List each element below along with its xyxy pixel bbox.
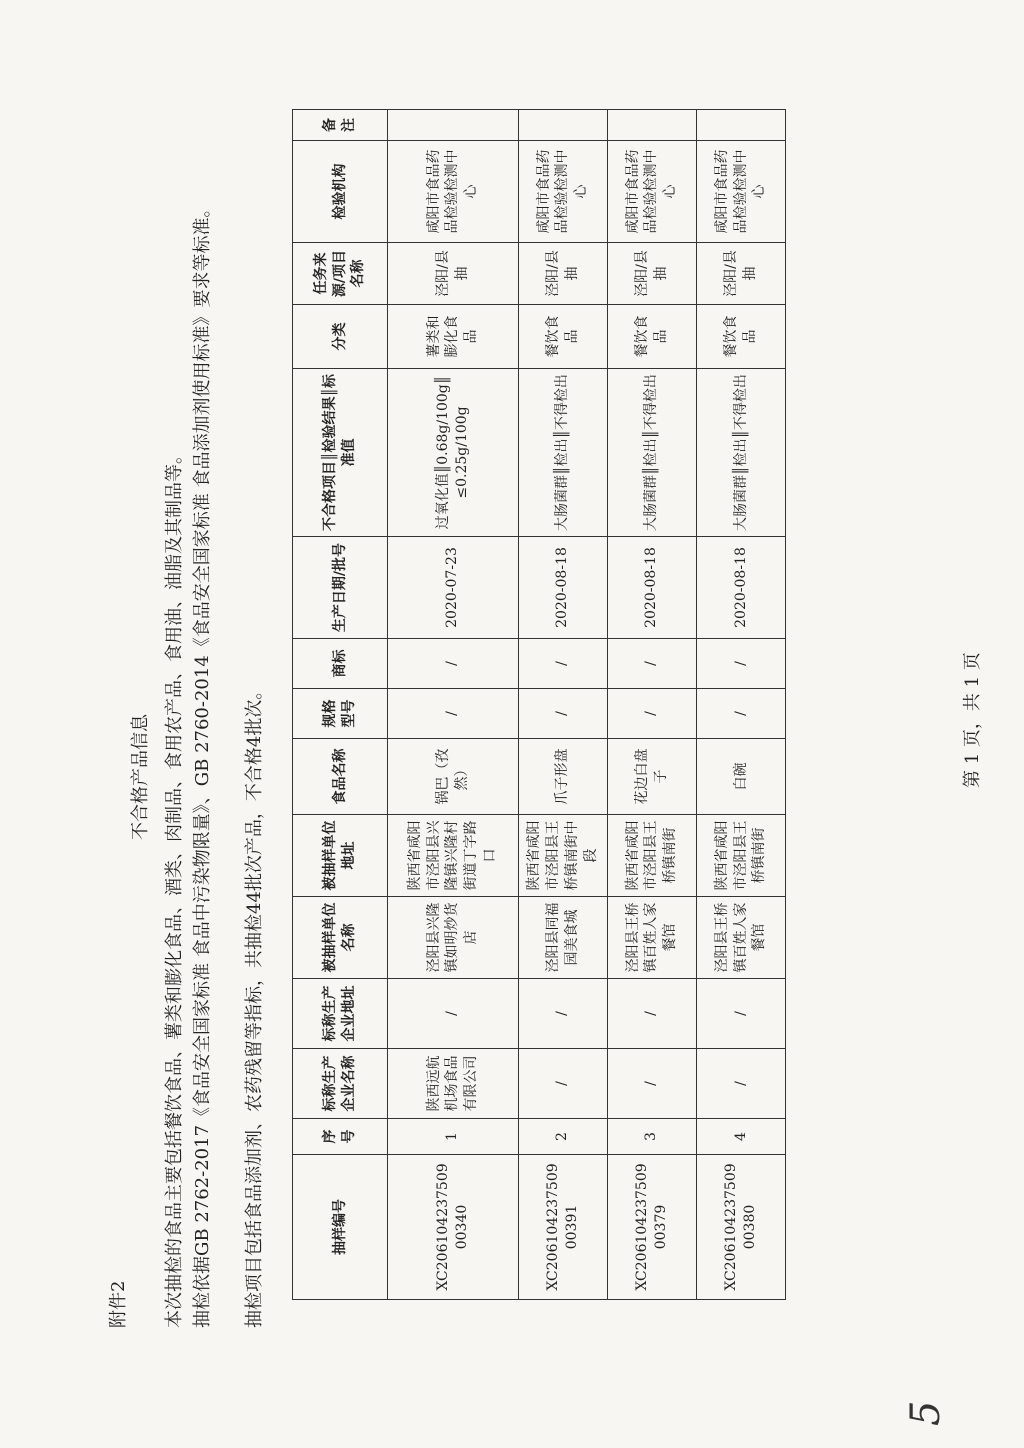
cell-item-result-std: 大肠菌群║检出║不得检出	[607, 369, 696, 537]
cell-seq: 3	[607, 1119, 696, 1155]
cell-food-name: 白碗	[696, 739, 785, 815]
cell-sampled-unit: 泾阳县同福园美食城	[518, 897, 607, 979]
attachment-label: 附件2	[108, 1280, 129, 1328]
cell-prod-date: 2020-08-18	[607, 537, 696, 639]
table-row	[388, 110, 519, 1300]
cell-prod-date: 2020-08-18	[696, 537, 785, 639]
intro-line-2: 抽检依据GB 2762-2017《食品安全国家标准 食品中污染物限量》、GB 2760-2014《食品安全国家标准 食品添加剂使用标准》要求等标准。	[192, 199, 213, 1328]
cell-task-source: 泾阳/县抽	[696, 243, 785, 305]
header-brand: 商标	[293, 639, 388, 689]
cell-spec: /	[696, 689, 785, 739]
cell-item-result-std: 过氧化值║0.68g/100g║≤0.25g/100g	[388, 369, 519, 537]
cell-brand: /	[388, 639, 519, 689]
cell-producer-addr: /	[696, 979, 785, 1049]
cell-sampled-addr: 陕西省咸阳市泾阳县王桥镇南街中段	[518, 815, 607, 897]
table-row	[518, 110, 607, 1300]
cell-lab: 咸阳市食品药品检验检测中心	[388, 141, 519, 243]
cell-sampled-unit: 泾阳县王桥镇百姓人家餐馆	[696, 897, 785, 979]
cell-remark	[388, 110, 519, 141]
cell-sample-no: XC20610423750900380	[696, 1155, 785, 1300]
cell-producer-name: /	[518, 1049, 607, 1119]
cell-sample-no: XC20610423750900379	[607, 1155, 696, 1300]
cell-spec: /	[388, 689, 519, 739]
header-lab: 检验机构	[293, 141, 388, 243]
cell-lab: 咸阳市食品药品检验检测中心	[607, 141, 696, 243]
header-producer-addr: 标称生产企业地址	[293, 979, 388, 1049]
header-producer-name: 标称生产企业名称	[293, 1049, 388, 1119]
cell-prod-date: 2020-08-18	[518, 537, 607, 639]
cell-seq: 4	[696, 1119, 785, 1155]
cell-task-source: 泾阳/县抽	[388, 243, 519, 305]
unqualified-products-table	[292, 109, 786, 1300]
table-row	[607, 110, 696, 1300]
cell-lab: 咸阳市食品药品检验检测中心	[696, 141, 785, 243]
cell-producer-addr: /	[518, 979, 607, 1049]
cell-sampled-addr: 陕西省咸阳市泾阳县王桥镇南街	[607, 815, 696, 897]
header-prod-date: 生产日期/批号	[293, 537, 388, 639]
header-sampled-unit: 被抽样单位名称	[293, 897, 388, 979]
cell-item-result-std: 大肠菌群║检出║不得检出	[696, 369, 785, 537]
cell-seq: 1	[388, 1119, 519, 1155]
cell-category: 餐饮食品	[696, 305, 785, 369]
cell-remark	[607, 110, 696, 141]
cell-brand: /	[607, 639, 696, 689]
cell-producer-addr: /	[388, 979, 519, 1049]
cell-food-name: 花边白盘子	[607, 739, 696, 815]
cell-spec: /	[518, 689, 607, 739]
cell-sampled-unit: 泾阳县兴隆镇如明炒货店	[388, 897, 519, 979]
header-seq: 序号	[293, 1119, 388, 1155]
header-food-name: 食品名称	[293, 739, 388, 815]
page-footer: 第 1 页，共 1 页	[962, 652, 983, 788]
cell-sampled-unit: 泾阳县王桥镇百姓人家餐馆	[607, 897, 696, 979]
cell-sample-no: XC20610423750900340	[388, 1155, 519, 1300]
cell-food-name: 爪子形盘	[518, 739, 607, 815]
page-title: 不合格产品信息	[130, 714, 151, 840]
cell-sampled-addr: 陕西省咸阳市泾阳县兴隆镇兴隆村街道丁字路口	[388, 815, 519, 897]
cell-brand: /	[518, 639, 607, 689]
cell-producer-name: 陕西远航机场食品有限公司	[388, 1049, 519, 1119]
handwritten-page-mark: 5	[903, 1400, 949, 1426]
cell-sample-no: XC20610423750900391	[518, 1155, 607, 1300]
header-sample-no: 抽样编号	[293, 1155, 388, 1300]
cell-remark	[696, 110, 785, 141]
table-header-row	[293, 110, 388, 1300]
cell-producer-name: /	[696, 1049, 785, 1119]
cell-task-source: 泾阳/县抽	[518, 243, 607, 305]
cell-category: 薯类和膨化食品	[388, 305, 519, 369]
cell-producer-name: /	[607, 1049, 696, 1119]
cell-brand: /	[696, 639, 785, 689]
scope-line: 抽检项目包括食品添加剂、农药残留等指标，共抽检44批次产品，不合格4批次。	[244, 681, 265, 1328]
header-remark: 备注	[293, 110, 388, 141]
cell-remark	[518, 110, 607, 141]
cell-item-result-std: 大肠菌群║检出║不得检出	[518, 369, 607, 537]
cell-lab: 咸阳市食品药品检验检测中心	[518, 141, 607, 243]
cell-task-source: 泾阳/县抽	[607, 243, 696, 305]
cell-category: 餐饮食品	[607, 305, 696, 369]
header-category: 分类	[293, 305, 388, 369]
table-row	[696, 110, 785, 1300]
cell-category: 餐饮食品	[518, 305, 607, 369]
intro-line-1: 本次抽检的食品主要包括餐饮食品、薯类和膨化食品、酒类、肉制品、食用农产品、食用油、油脂及其制品等。	[164, 446, 185, 1328]
header-spec: 规格型号	[293, 689, 388, 739]
cell-prod-date: 2020-07-23	[388, 537, 519, 639]
header-item-result-std: 不合格项目║检验结果║标准值	[293, 369, 388, 537]
cell-spec: /	[607, 689, 696, 739]
cell-food-name: 锅巴（孜然）	[388, 739, 519, 815]
header-sampled-addr: 被抽样单位地址	[293, 815, 388, 897]
header-task-source: 任务来源/项目名称	[293, 243, 388, 305]
cell-sampled-addr: 陕西省咸阳市泾阳县王桥镇南街	[696, 815, 785, 897]
cell-seq: 2	[518, 1119, 607, 1155]
cell-producer-addr: /	[607, 979, 696, 1049]
